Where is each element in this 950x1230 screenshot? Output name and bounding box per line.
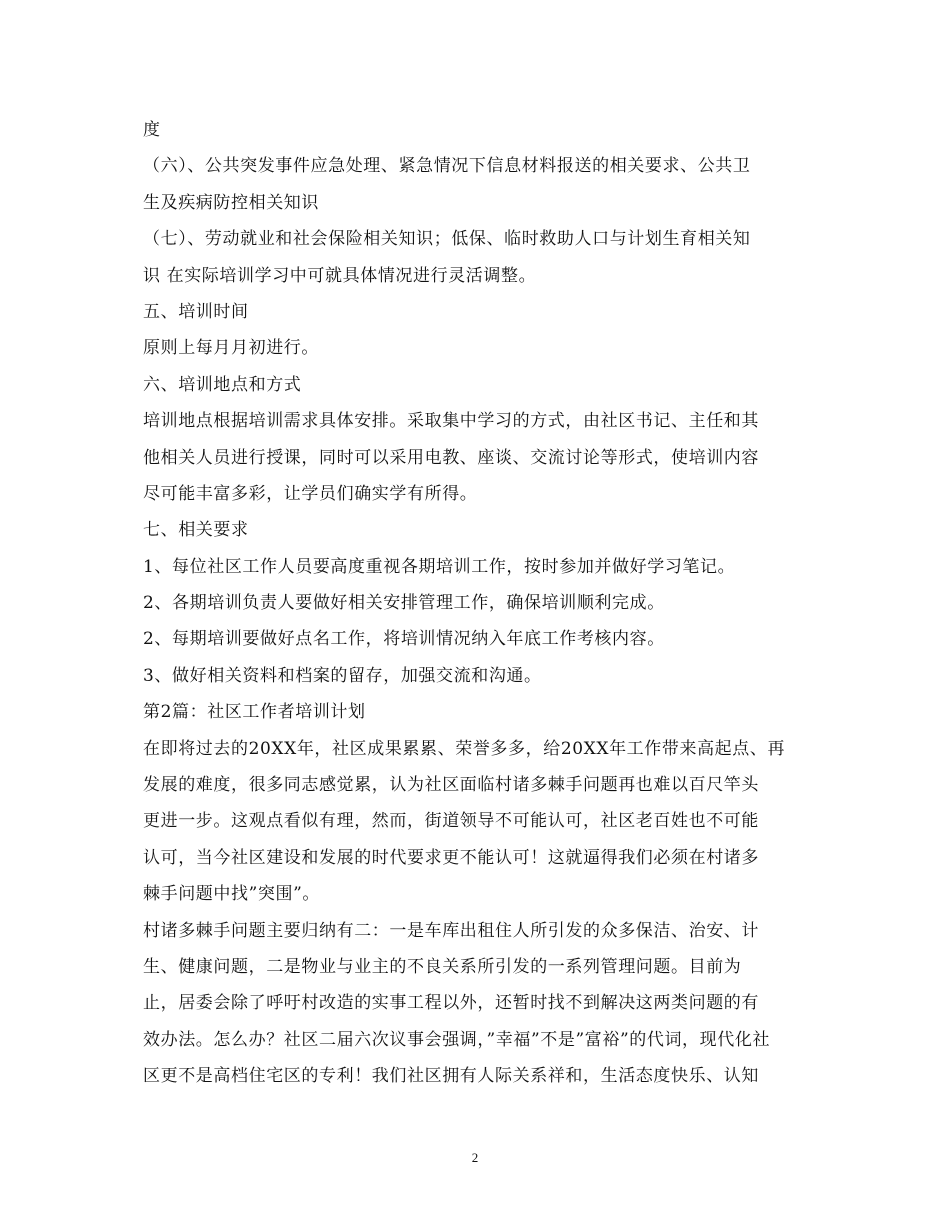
text-line: 在即将过去的20XX年，社区成果累累、荣誉多多，给20XX年工作带来高起点、再: [143, 738, 786, 759]
section-heading-requirements: 七、相关要求: [143, 520, 249, 541]
text-line: 效办法。怎么办？社区二届六次议事会强调，”幸福”不是”富裕”的代词，现代化社: [143, 1029, 771, 1050]
text-line: 认可，当今社区建设和发展的时代要求更不能认可！这就逼得我们必须在村诸多: [143, 847, 759, 868]
section-heading-training-time: 五、培训时间: [143, 301, 249, 322]
text-line: 尽可能丰富多彩，让学员们确实学有所得。: [143, 483, 478, 504]
list-item: 1、每位社区工作人员要高度重视各期培训工作，按时参加并做好学习笔记。: [143, 556, 736, 577]
article-heading: 第2篇：社区工作者培训计划: [143, 702, 366, 723]
text-line: 棘手问题中找”突围”。: [143, 884, 320, 905]
text-line: 止，居委会除了呼吁村改造的实事工程以外，还暂时找不到解决这两类问题的有: [143, 993, 759, 1014]
page-number: 2: [471, 1150, 479, 1165]
text-line: 发展的难度，很多同志感觉累，认为社区面临村诸多棘手问题再也难以百尺竿头: [143, 775, 759, 796]
text-line: 原则上每月月初进行。: [143, 338, 319, 359]
text-line: 更进一步。这观点看似有理，然而，街道领导不可能认可，社区老百姓也不可能: [143, 811, 759, 832]
text-line: 生及疾病防控相关知识: [143, 192, 319, 213]
text-line: 村诸多棘手问题主要归纳有二：一是车库出租住人所引发的众多保洁、治安、计: [143, 920, 759, 941]
text-line: 生、健康问题，二是物业与业主的不良关系所引发的一系列管理问题。目前为: [143, 956, 742, 977]
text-line: （七）、劳动就业和社会保险相关知识；低保、临时救助人口与计划生育相关知: [143, 229, 751, 250]
text-line: 培训地点根据培训需求具体安排。采取集中学习的方式，由社区书记、主任和其: [143, 411, 759, 432]
text-line: 区更不是高档住宅区的专利！我们社区拥有人际关系祥和，生活态度快乐、认知: [143, 1066, 759, 1087]
document-body: [143, 112, 813, 1095]
list-item: 2、各期培训负责人要做好相关安排管理工作，确保培训顺利完成。: [143, 593, 665, 614]
list-item: 3、做好相关资料和档案的留存，加强交流和沟通。: [143, 665, 542, 686]
text-line: （六）、公共突发事件应急处理、紧急情况下信息材料报送的相关要求、公共卫: [143, 156, 751, 177]
text-line: 他相关人员进行授课，同时可以采用电教、座谈、交流讨论等形式，使培训内容: [143, 447, 759, 468]
list-item: 2、每期培训要做好点名工作，将培训情况纳入年底工作考核内容。: [143, 629, 665, 650]
text-line: 度: [143, 120, 161, 140]
section-heading-training-location: 六、培训地点和方式: [143, 374, 302, 395]
text-line: 识 在实际培训学习中可就具体情况进行灵活调整。: [143, 265, 537, 286]
